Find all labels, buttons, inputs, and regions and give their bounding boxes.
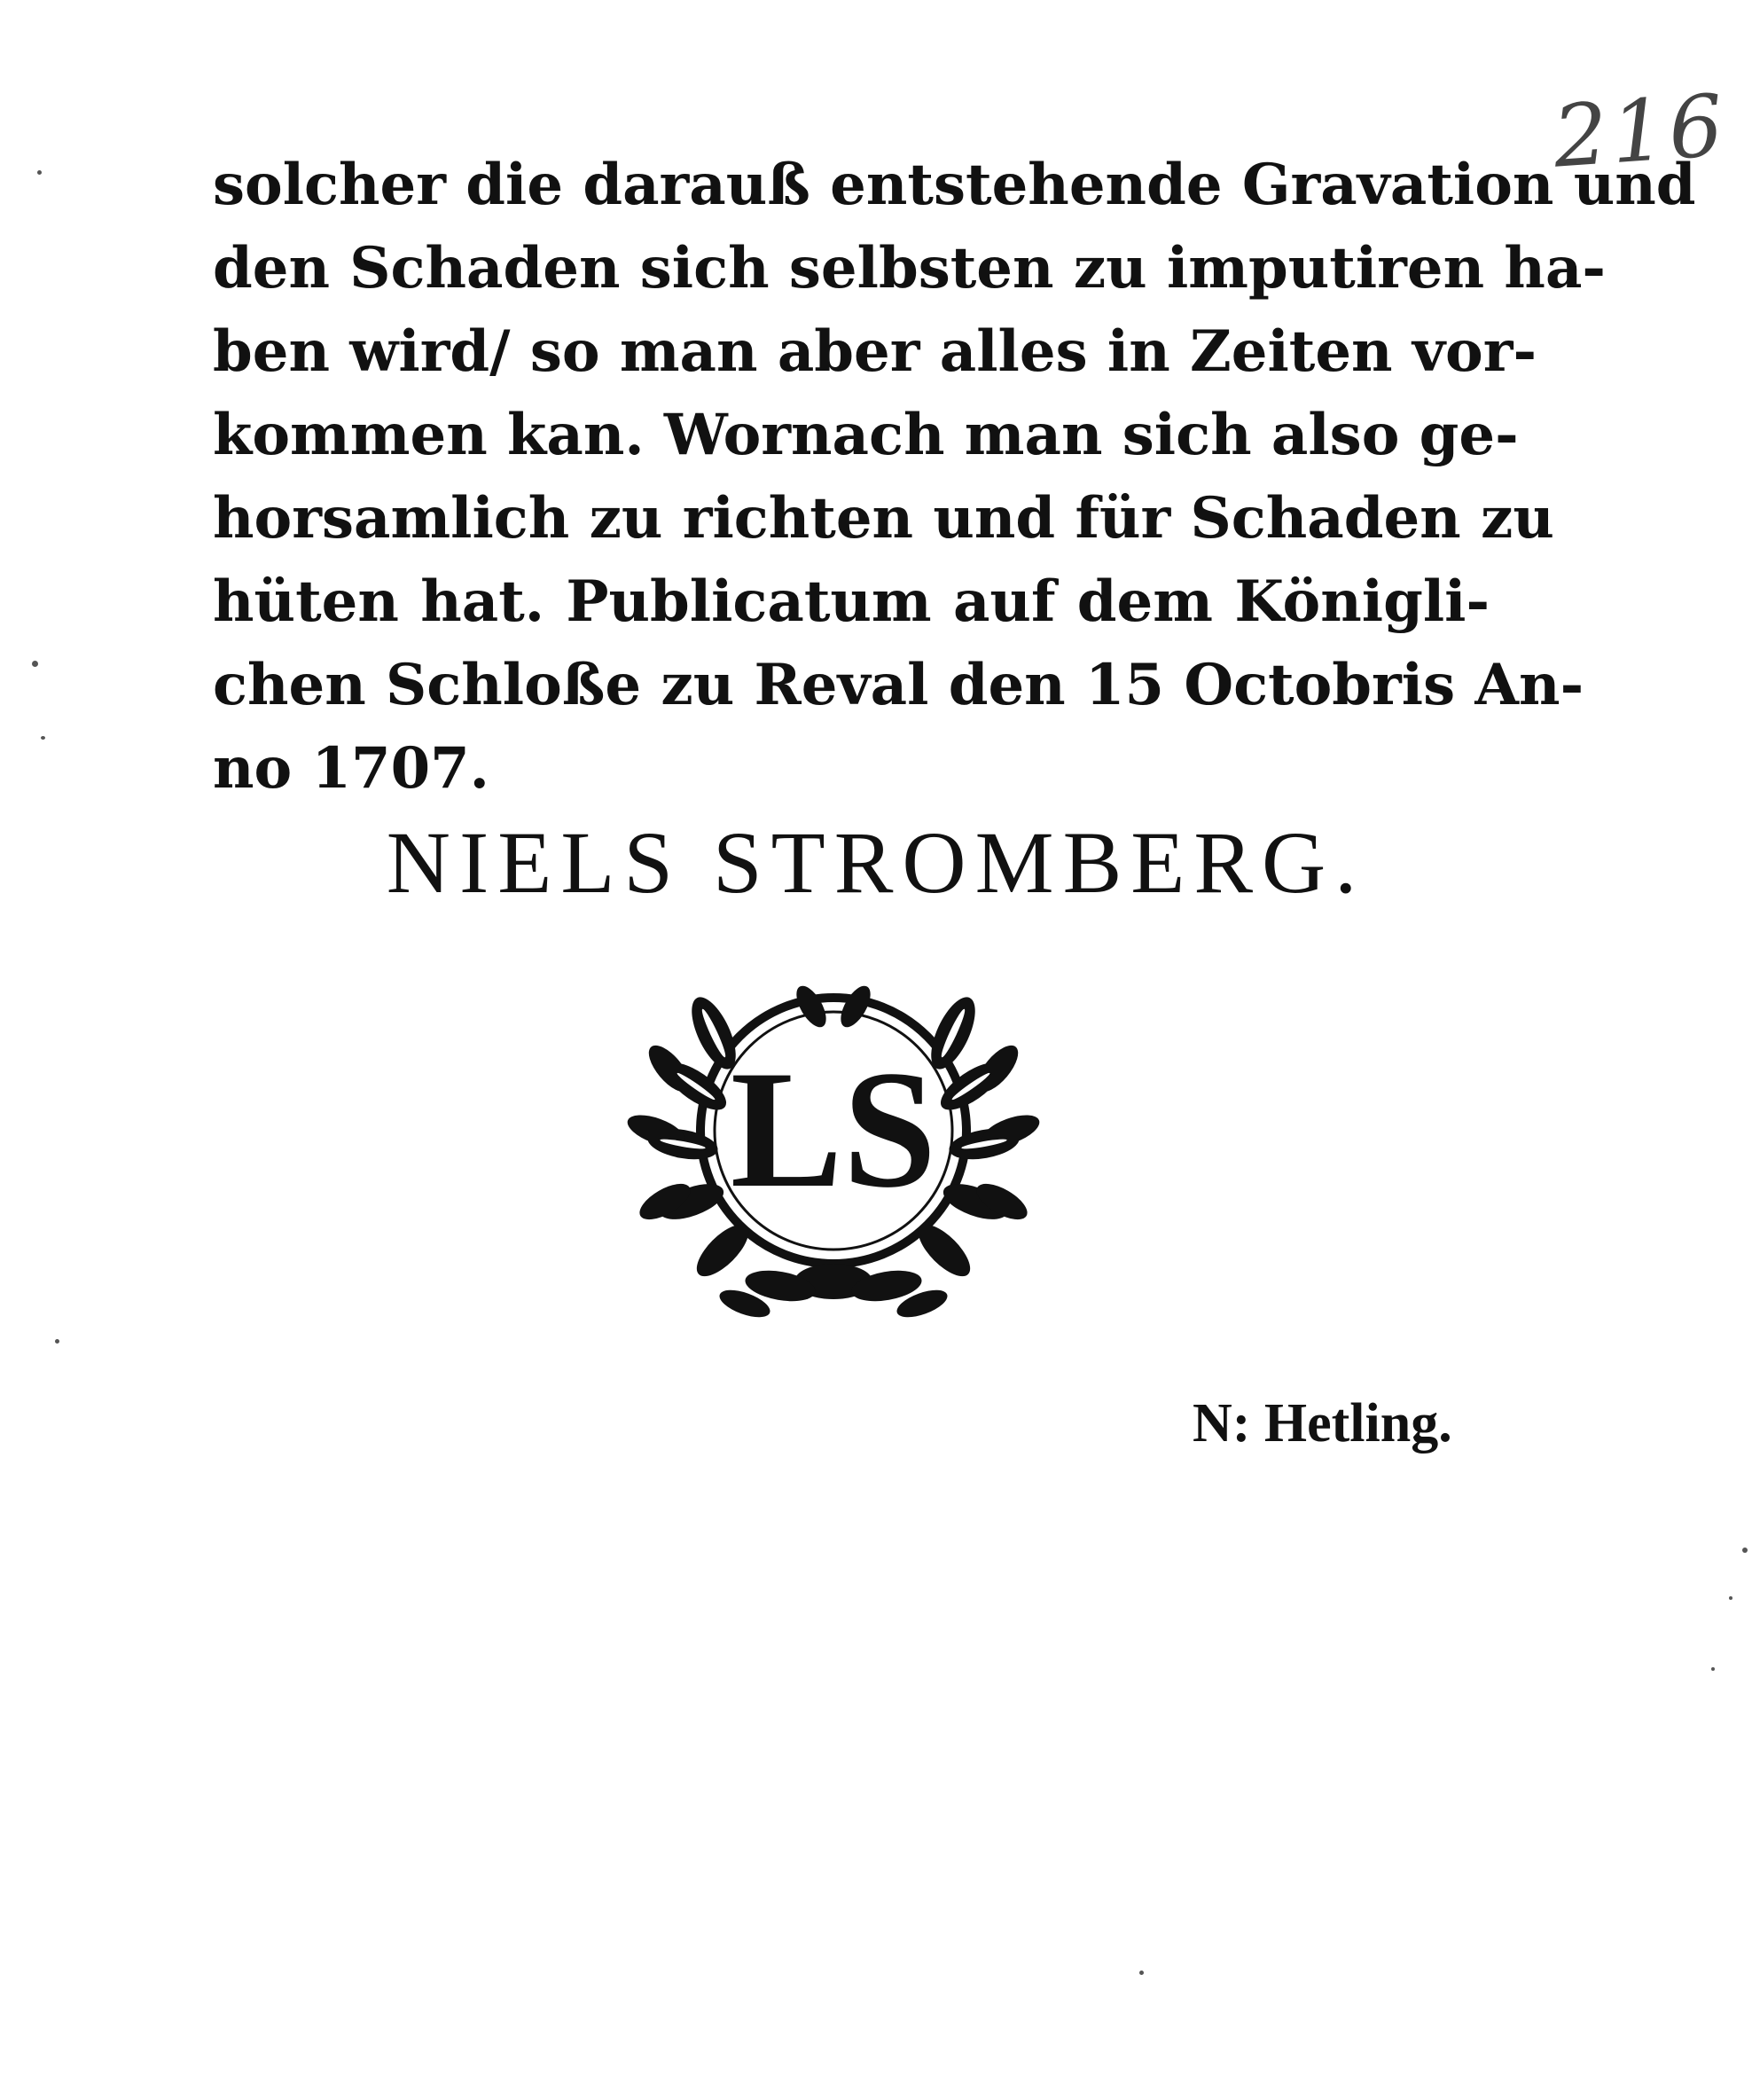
folio-number: 216 (1550, 75, 1730, 187)
text-line-1: solcher die darauß entstehende Gravation und (213, 152, 1696, 218)
signatory-name: NIELS STROMBERG. (386, 813, 1366, 912)
text-line-8: no 1707. (213, 735, 489, 802)
scan-speck (32, 661, 38, 667)
text-line-4: kommen kan. Wornach man sich also ge- (213, 402, 1519, 468)
scan-speck (1742, 1548, 1748, 1553)
scan-speck (37, 170, 42, 175)
scan-speck (55, 1339, 59, 1344)
text-line-7: chen Schloße zu Reval den 15 Octobris An- (213, 652, 1584, 718)
decree-body-text (213, 144, 1696, 811)
ls-seal-wreath (621, 953, 1046, 1344)
text-line-3: ben wird/ so man aber alles in Zeiten vor- (213, 318, 1537, 385)
countersignature: N: Hetling. (1193, 1393, 1452, 1454)
scan-speck (1729, 1596, 1732, 1600)
seal-monogram: LS (730, 1037, 937, 1223)
scan-speck (1139, 1971, 1144, 1975)
text-line-2: den Schaden sich selbsten zu imputiren ha- (213, 235, 1606, 302)
text-line-6: hüten hat. Publicatum auf dem Königli- (213, 568, 1490, 635)
text-line-5: horsamlich zu richten und für Schaden zu (213, 485, 1554, 552)
scan-speck (41, 736, 45, 740)
scan-speck (1711, 1667, 1715, 1671)
